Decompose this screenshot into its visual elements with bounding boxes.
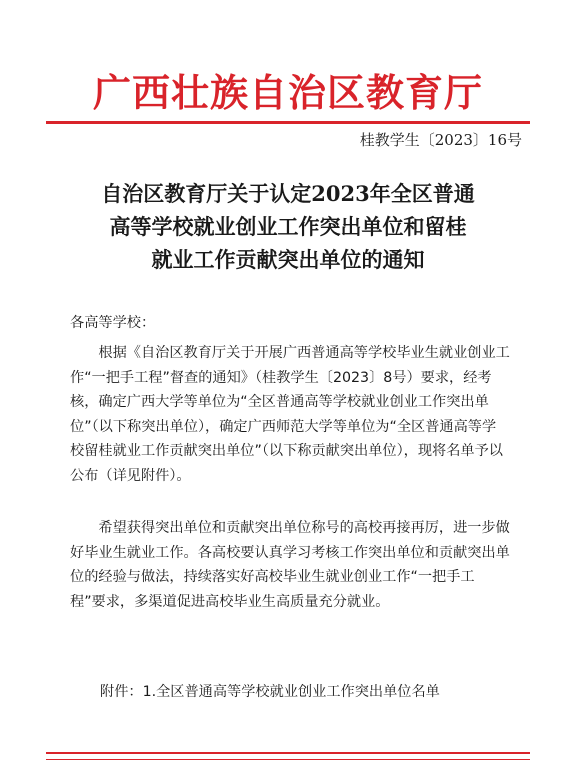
title-line-3: 就业工作贡献突出单位的通知 [151,247,425,272]
title-line-1: 自治区教育厅关于认定2023年全区普通 [101,181,475,206]
paragraph-expectations: 希望获得突出单位和贡献突出单位称号的高校再接再厉，进一步做好毕业生就业工作。各高校要认真学习考核工作突出单位和贡献突出单位的经验与做法，持续落实好高校毕业生就业创业工作“一把手工程”要求，多渠道促进高校毕业生高质量充分就业。 [70,520,510,610]
attachment-line: 附件：1.全区普通高等学校就业创业工作突出单位名单 [100,684,440,700]
issuer-masthead: 广西壮族自治区教育厅 [92,70,483,115]
document-number: 桂教学生〔2023〕16号 [359,131,522,149]
document-title [48,177,528,276]
paragraph-requirements: 根据《自治区教育厅关于开展广西普通高等学校毕业生就业创业工作“一把手工程”督查的通知》（桂教学生〔2023〕8号）要求，经考核，确定广西大学等单位为“全区普通高等学校就业创业工作突出单位”（以下称突出单位），确定广西师范大学等单位为“全区普通高等学校留桂就业工作贡献突出单位”（以下称贡献突出单位），现将名单予以公布（详见附件）。 [70,345,510,484]
title-line-2: 高等学校就业创业工作突出单位和留桂 [109,214,467,239]
red-divider-top [46,121,530,124]
red-divider-bottom-thin [46,759,530,760]
red-divider-bottom [46,752,530,754]
salutation: 各高等学校： [70,315,156,331]
